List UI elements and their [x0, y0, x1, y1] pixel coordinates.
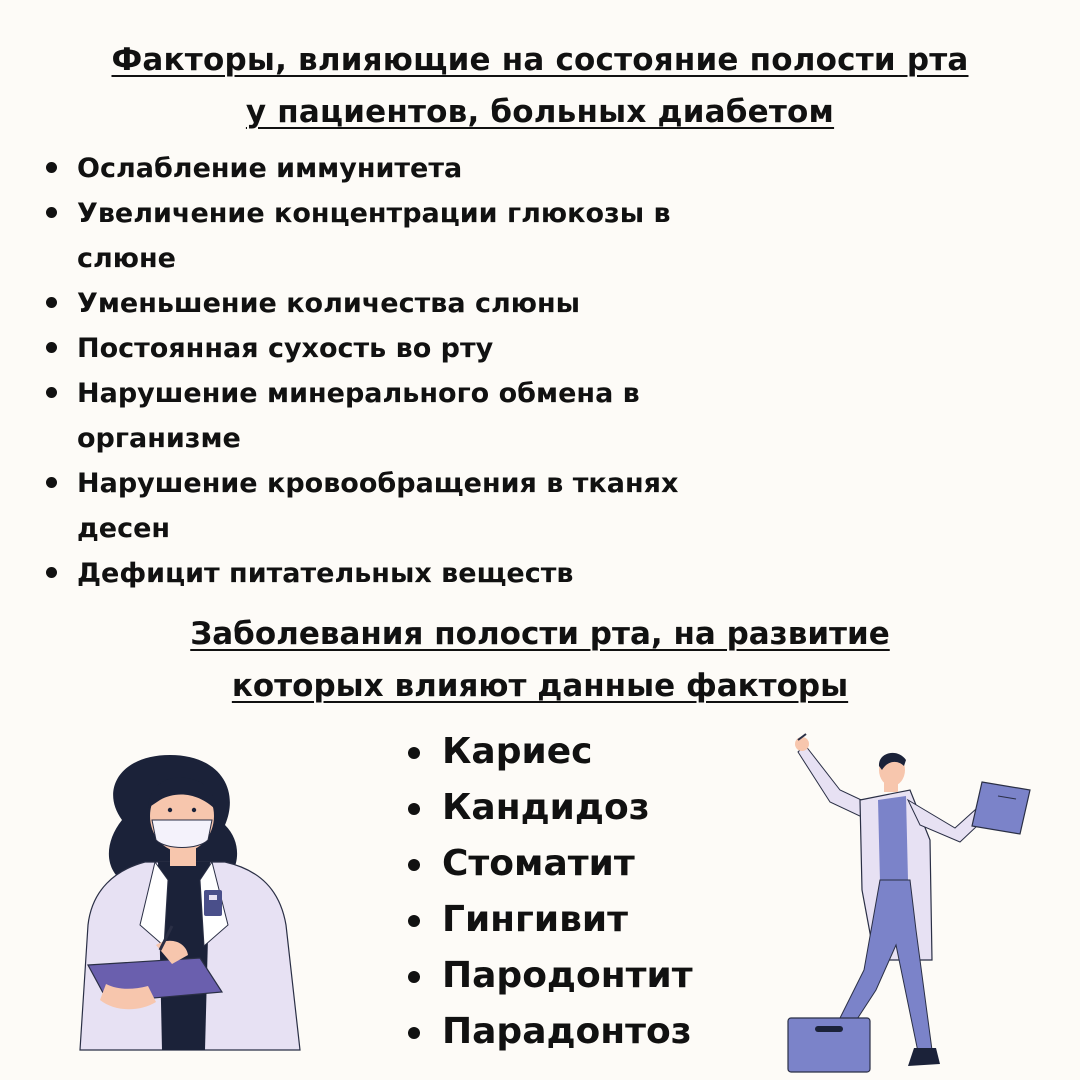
disease-item: Гингивит	[398, 892, 693, 948]
disease-item: Парадонтоз	[398, 1004, 693, 1060]
diseases-title	[0, 608, 1080, 712]
doctor-man-illustration	[780, 730, 1040, 1075]
factors-list	[40, 146, 760, 596]
factor-item: Нарушение минерального обмена в организме	[40, 371, 760, 461]
disease-item: Кариес	[398, 724, 693, 780]
diseases-list	[398, 724, 693, 1060]
factor-item: Увеличение концентрации глюкозы в слюне	[40, 191, 760, 281]
doctor-woman-illustration	[60, 750, 310, 1060]
diseases-title-line1: Заболевания полости рта, на развитие	[190, 616, 890, 652]
factors-title-line2: у пациентов, больных диабетом	[245, 94, 835, 130]
factors-title-line1: Факторы, влияющие на состояние полости рта	[111, 42, 969, 78]
factor-item: Нарушение кровообращения в тканях десен	[40, 461, 760, 551]
factor-item: Постоянная сухость во рту	[40, 326, 760, 371]
disease-item: Кандидоз	[398, 780, 693, 836]
disease-item: Пародонтит	[398, 948, 693, 1004]
factor-item: Уменьшение количества слюны	[40, 281, 760, 326]
factor-item: Ослабление иммунитета	[40, 146, 760, 191]
factors-title	[0, 34, 1080, 138]
diseases-title-line2: которых влияют данные факторы	[231, 668, 849, 704]
factor-item: Дефицит питательных веществ	[40, 551, 760, 596]
disease-item: Стоматит	[398, 836, 693, 892]
